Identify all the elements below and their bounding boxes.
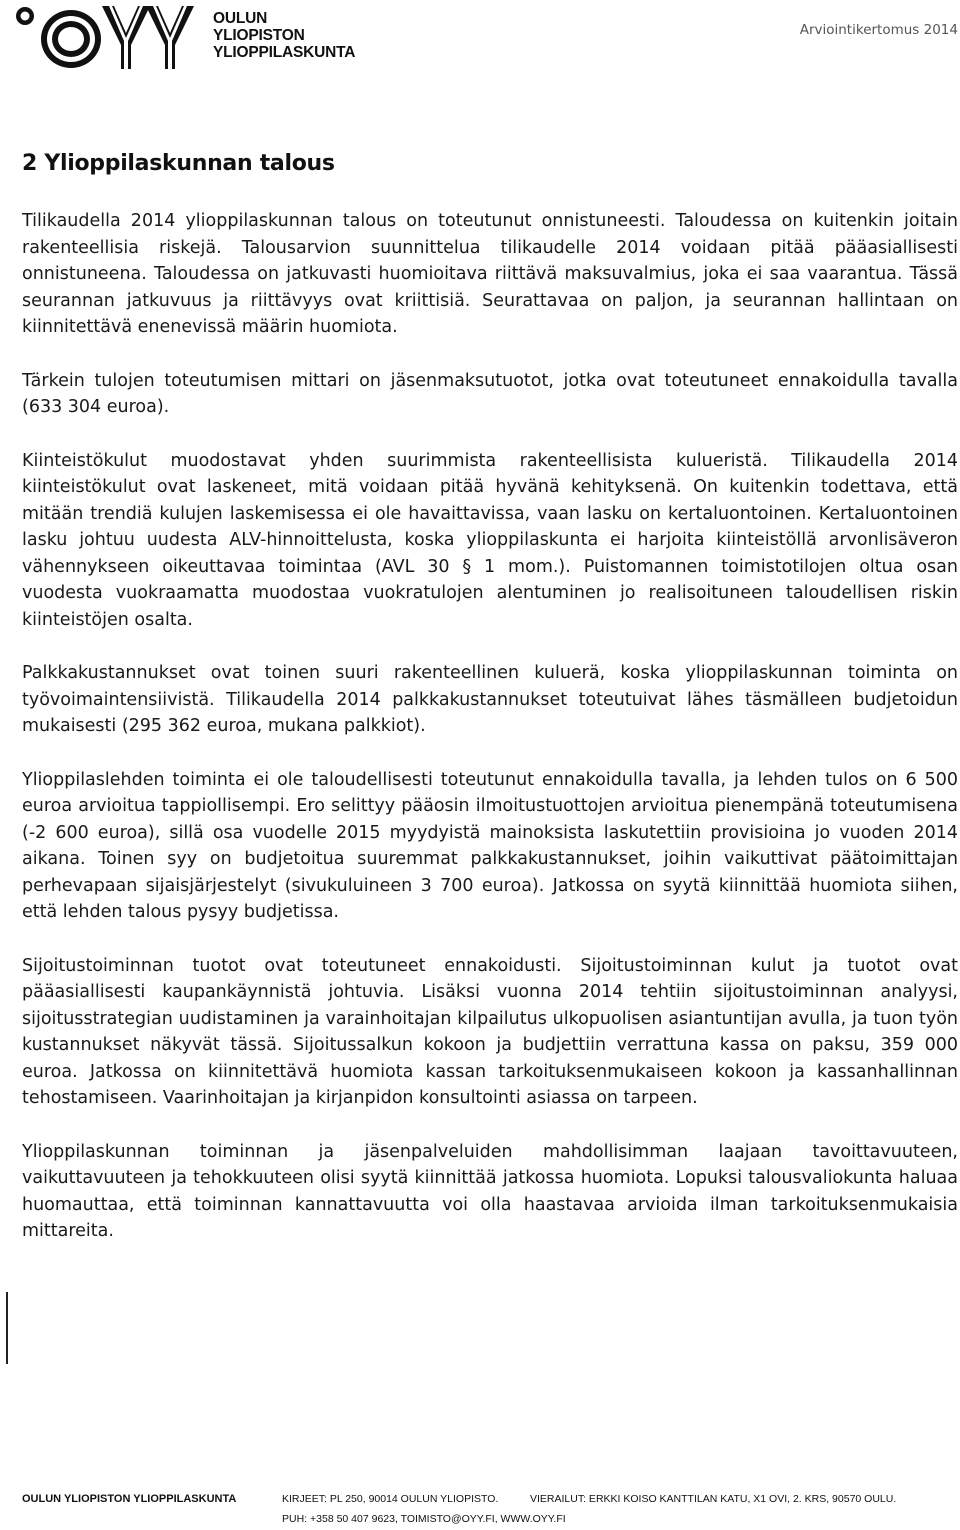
page-footer	[22, 1493, 952, 1525]
footer-org: OULUN YLIOPISTON YLIOPPILASKUNTA	[22, 1493, 237, 1505]
org-name	[213, 10, 355, 61]
paragraph: Tärkein tulojen toteutumisen mittari on jäsenmaksutuotot, jotka ovat toteutuneet ennakoidulla tavalla (633 304 euroa).	[22, 370, 958, 417]
section-title: 2 Ylioppilaskunnan talous	[22, 151, 335, 176]
oyy-logo	[14, 3, 194, 69]
paragraph: Ylioppilaskunnan toiminnan ja jäsenpalveluiden mahdollisimman laajaan tavoittavuuteen, vaikuttavuuteen ja tehokkuuteen olisi syytä kiinnittää jatkossa huomiota. Lopuksi talousvaliokunta haluaa huomauttaa, että toiminnan kannattavuutta voi olla haastavaa arvioida ilman tarkoituksenmukaisia mittareita.	[22, 1141, 958, 1241]
footer-mail-address: KIRJEET: PL 250, 90014 OULUN YLIOPISTO.	[282, 1493, 499, 1505]
paragraph: Palkkakustannukset ovat toinen suuri rakenteellinen kuluerä, koska ylioppilaskunnan toiminta on työvoimaintensiivistä. Tilikaudella 2014 palkkakustannukset toteutuivat lähes täsmälleen budjetoidun mukaisesti (295 362 euroa, mukana palkkiot).	[22, 663, 958, 736]
org-name-line: OULUN	[213, 10, 268, 27]
footer-visit-address: VIERAILUT: ERKKI KOISO KANTTILAN KATU, X1 OVI, 2. KRS, 90570 OULU.	[530, 1493, 897, 1505]
org-name-line: YLIOPPILASKUNTA	[213, 44, 356, 61]
org-name-line: YLIOPISTON	[213, 27, 305, 44]
page-header	[0, 0, 960, 80]
document-label: Arviointikertomus 2014	[799, 22, 958, 38]
section-content	[22, 150, 958, 1272]
paragraph: Kiinteistökulut muodostavat yhden suurimmista rakenteellisista kulueristä. Tilikaudella 2014 kiinteistökulut ovat laskeneet, mitä voidaan pitää hyvänä kehityksenä. On kuitenkin todettava, että mitään trendiä kulujen laskemisessa ei ole havaittavissa, vaan lasku on kertaluontoinen. Kertaluontoinen lasku johtuu uudesta ALV-hinnoittelusta, koska ylioppilaskunta ei harjoita kiinteistöllä arvonlisäveron vähennykseen oikeuttavaa toimintaa (AVL 30 § 1 mom.). Puistomannen toimistotilojen oltua osan vuodesta vuokraamatta muodostaa vuokratulojen alentuminen jo realisoituneen taloudellisen riskin kiinteistöjen osalta.	[22, 450, 958, 630]
paragraph: Sijoitustoiminnan tuotot ovat toteutuneet ennakoidusti. Sijoitustoiminnan kulut ja tuotot ovat pääasiallisesti kaupankäynnistä johtuvia. Lisäksi vuonna 2014 tehtiin sijoitustoiminnan analyysi, sijoitusstrategian uudistaminen ja varainhoitajan kilpailutus ulkopuolisen asiantuntijan avulla, ja tuon työn kustannukset näkyvät tässä. Sijoitussalkun kokoon ja budjettiin verrattuna kassa on paksu, 359 000 euroa. Jatkossa on kiinnitettävä huomiota kassan tarkoituksenmukaiseen kokoon ja kassanhallinnan tehostamiseen. Vaarinhoitajan ja kirjanpidon konsultointi asiassa on tarpeen.	[22, 955, 958, 1108]
paragraph: Tilikaudella 2014 ylioppilaskunnan talous on toteutunut onnistuneesti. Taloudessa on kuitenkin joitain rakenteellisia riskejä. Talousarvion suunnittelua tilikaudelle 2014 voidaan pitää pääasiallisesti onnistuneena. Taloudessa on jatkuvasti huomioitava riittävä maksuvalmius, joka ei saa vaarantua. Tässä seurannan jatkuvuus ja riittävyys ovat kriittisiä. Seurattavaa on paljon, ja seurannan hallintaan on kiinnitettävä enenevissä määrin huomiota.	[22, 211, 958, 337]
paragraph: Ylioppilaslehden toiminta ei ole taloudellisesti toteutunut ennakoidulla tavalla, ja lehden tulos on 6 500 euroa arvioitua tappiollisempi. Ero selittyy pääosin ilmoitustuottojen arvioitua pienempänä toteutumisena (-2 600 euroa), sillä osa vuodelle 2015 myydyistä mainoksista laskutettiin provisioina jo vuoden 2014 aikana. Toinen syy on budjetoitua suuremmat palkkakustannukset, joihin vaikuttivat päätoimittajan perhevapaan sijaisjärjestelyt (sivukuluineen 3 700 euroa). Jatkossa on syytä kiinnittää huomiota siihen, että lehden talous pysyy budjetissa.	[22, 769, 958, 922]
footer-contact: PUH: +358 50 407 9623, TOIMISTO@OYY.FI, WWW.OYY.FI	[282, 1513, 566, 1525]
revision-bar	[6, 1292, 8, 1364]
